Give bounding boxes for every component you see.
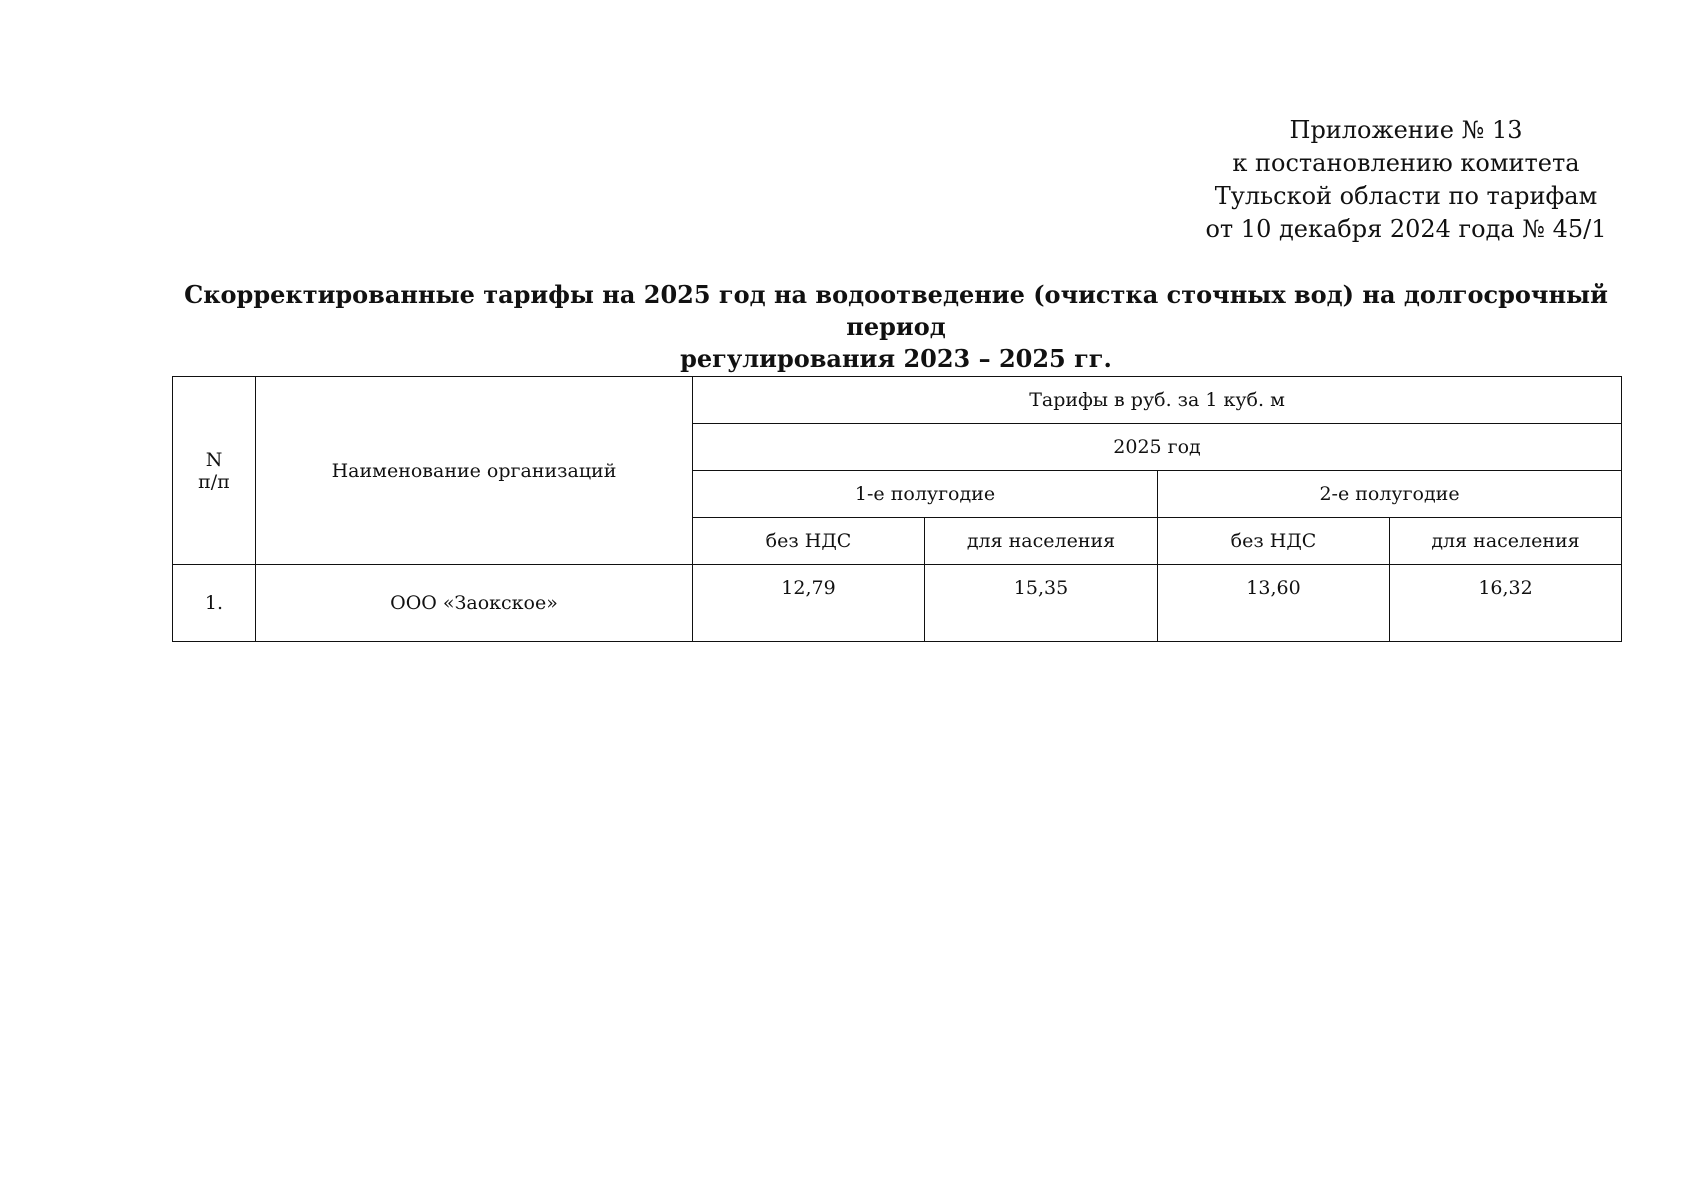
title-line-1: Скорректированные тарифы на 2025 год на водоотведение (очистка сточных вод) на долгосрочный период [184, 280, 1608, 341]
header-year: 2025 год [693, 424, 1622, 471]
appendix-resolution: к постановлению комитета [1232, 149, 1580, 177]
table-row [173, 565, 1622, 642]
header-half-1: 1-е полугодие [693, 471, 1158, 518]
title-line-2: регулирования 2023 – 2025 гг. [680, 344, 1112, 373]
row-h2-population: 16,32 [1390, 565, 1622, 642]
header-h1-no-vat: без НДС [693, 518, 925, 565]
header-h1-population: для населения [925, 518, 1158, 565]
header-num-line1: N [205, 448, 223, 471]
header-num-cell [173, 377, 256, 565]
header-h2-population: для населения [1390, 518, 1622, 565]
appendix-committee: Тульской области по тарифам [1214, 182, 1598, 210]
header-org-name: Наименование организаций [256, 377, 693, 565]
row-h1-population: 15,35 [925, 565, 1158, 642]
document-title [172, 279, 1620, 375]
row-num: 1. [173, 565, 256, 642]
header-row-1 [173, 377, 1622, 424]
row-h1-no-vat: 12,79 [693, 565, 925, 642]
header-num-line2: п/п [198, 470, 230, 493]
header-h2-no-vat: без НДС [1158, 518, 1390, 565]
row-org-name: ООО «Заокское» [256, 565, 693, 642]
appendix-date: от 10 декабря 2024 года № 45/1 [1205, 215, 1607, 243]
row-h2-no-vat: 13,60 [1158, 565, 1390, 642]
appendix-block [1196, 114, 1616, 246]
tariff-table [172, 376, 1622, 642]
header-tariffs: Тарифы в руб. за 1 куб. м [693, 377, 1622, 424]
appendix-number: Приложение № 13 [1289, 116, 1523, 144]
header-half-2: 2-е полугодие [1158, 471, 1622, 518]
